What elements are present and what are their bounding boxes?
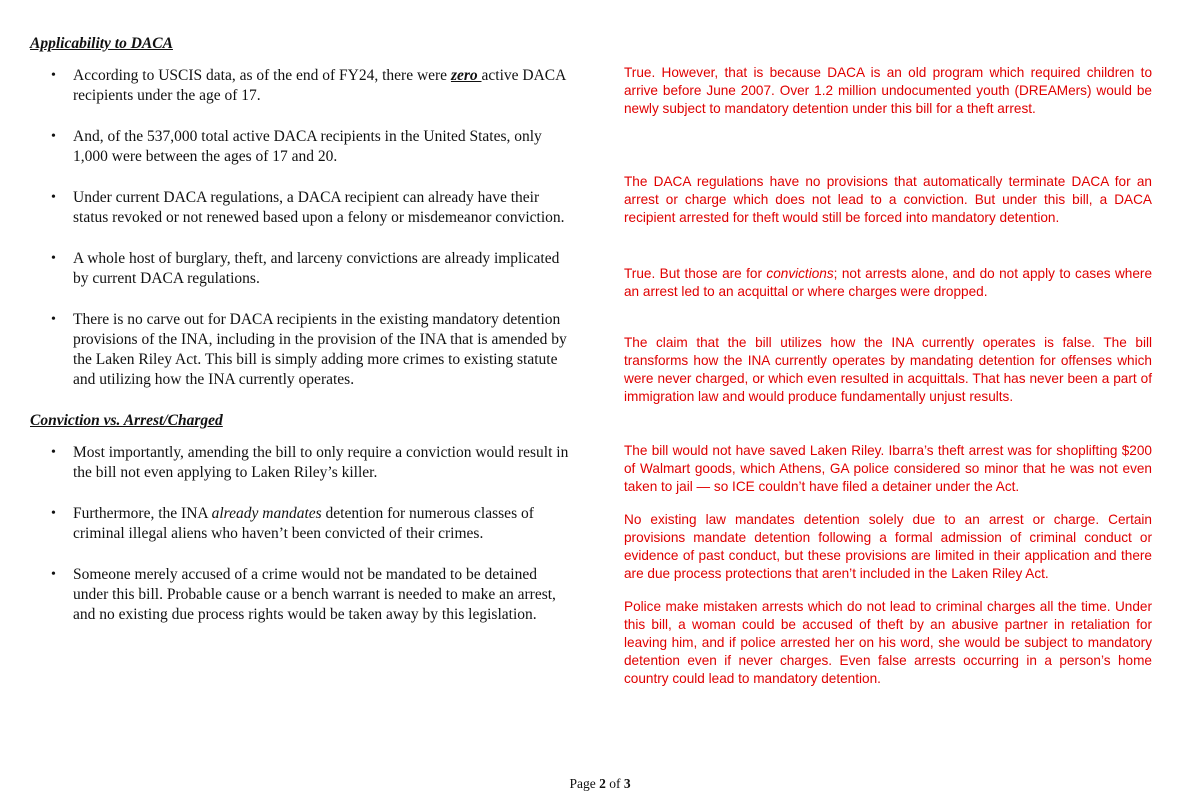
section-heading-daca: Applicability to DACA xyxy=(30,35,173,52)
rebuttal-2 xyxy=(624,173,1152,227)
bullet-item xyxy=(30,66,575,106)
section-conviction xyxy=(30,411,575,625)
rebuttal-text-part: True. But those are for xyxy=(624,266,767,281)
emphasis-zero: zero xyxy=(450,67,482,84)
bullet-item: • Someone merely accused of a crime would not be mandated to be detained under this bill. Probable cause or a bench warrant is needed to make an arrest, and no existing due process rights would be taken away by this legislation. xyxy=(30,565,575,625)
rebuttal-text: No existing law mandates detention solely due to an arrest or charge. Certain provisions mandate detention following a formal admission of criminal conduct or evidence of past conduct, but these provisions are limited in their application and there are due process protections that aren’t included in the Laken Riley Act. xyxy=(624,512,1152,581)
document-body xyxy=(30,34,575,646)
bullet-item: • There is no carve out for DACA recipients in the existing mandatory detention provisions of the INA, including in the provision of the INA that is amended by the Laken Riley Act. This bill is simply adding more crimes to existing statute and utilizing how the INA currently operates. xyxy=(30,310,575,390)
footer-of-word: of xyxy=(609,776,621,791)
rebuttal-text: The claim that the bill utilizes how the INA currently operates is false. The bill transforms how the INA currently operates by mandating detention for offenses which were never charged, or which even resulted in acquittals. That has never been a part of immigration law and would produce fundamentally unjust results. xyxy=(624,335,1152,404)
rebuttal-text: Police make mistaken arrests which do not lead to criminal charges all the time. Under this bill, a woman could be accused of theft by an abusive partner in retaliation for leaving him, and if police arrested her on his word, she would be subject to mandatory detention even if never charges. Even false arrests occurring in a person’s home country could lead to mandatory detention. xyxy=(624,599,1152,686)
emphasis-already-mandates: already mandates xyxy=(211,505,322,522)
rebuttal-text-part: ; not arrests alone, and do not apply to cases where an arrest led to an acquittal or where charges were dropped. xyxy=(624,266,1152,299)
footer-page-total: 3 xyxy=(623,776,631,791)
rebuttal-7 xyxy=(624,598,1152,688)
rebuttal-text: The DACA regulations have no provisions that automatically terminate DACA for an arrest or charge which does not lead to a conviction. But under this bill, a DACA recipient arrested for theft would still be forced into mandatory detention. xyxy=(624,174,1152,225)
rebuttal-5 xyxy=(624,442,1152,496)
rebuttal-3 xyxy=(624,265,1152,301)
footer-page-number: 2 xyxy=(599,776,606,791)
bullet-item: • Under current DACA regulations, a DACA recipient can already have their status revoked or not renewed based upon a felony or misdemeanor conviction. xyxy=(30,188,575,228)
bullet-item xyxy=(30,504,575,544)
rebuttal-6 xyxy=(624,511,1152,583)
footer-page-word: Page xyxy=(569,776,596,791)
daca-bullet-list xyxy=(30,66,575,390)
rebuttal-1 xyxy=(624,64,1152,118)
bullet-text: active DACA recipients under the age of 17. xyxy=(73,67,566,104)
rebuttal-text: The bill would not have saved Laken Riley. Ibarra’s theft arrest was for shoplifting $200 of Walmart goods, which Athens, GA police considered so minor that he was not even taken to jail — so ICE couldn’t have filed a detainer under the Act. xyxy=(624,443,1152,494)
rebuttal-text: True. However, that is because DACA is an old program which required children to arrive before June 2007. Over 1.2 million undocumented youth (DREAMers) would be newly subject to mandatory detention under this bill for a theft arrest. xyxy=(624,65,1152,116)
rebuttal-text xyxy=(624,265,1152,301)
bullet-text: Furthermore, the INA xyxy=(73,505,212,522)
emphasis-convictions: convictions xyxy=(766,266,834,281)
section-heading-conviction: Conviction vs. Arrest/Charged xyxy=(30,412,223,429)
bullet-text: According to USCIS data, as of the end of FY24, there were xyxy=(73,67,451,84)
bullet-item: • And, of the 537,000 total active DACA recipients in the United States, only 1,000 were between the ages of 17 and 20. xyxy=(30,127,575,167)
rebuttal-4 xyxy=(624,334,1152,406)
bullet-item: • Most importantly, amending the bill to only require a conviction would result in the bill not even applying to Laken Riley’s killer. xyxy=(30,443,575,483)
bullet-item: • A whole host of burglary, theft, and larceny convictions are already implicated by current DACA regulations. xyxy=(30,249,575,289)
conviction-bullet-list xyxy=(30,443,575,625)
bullet-text: detention for numerous classes of criminal illegal aliens who haven’t been convicted of their crimes. xyxy=(73,505,534,542)
page-footer xyxy=(0,776,1200,792)
